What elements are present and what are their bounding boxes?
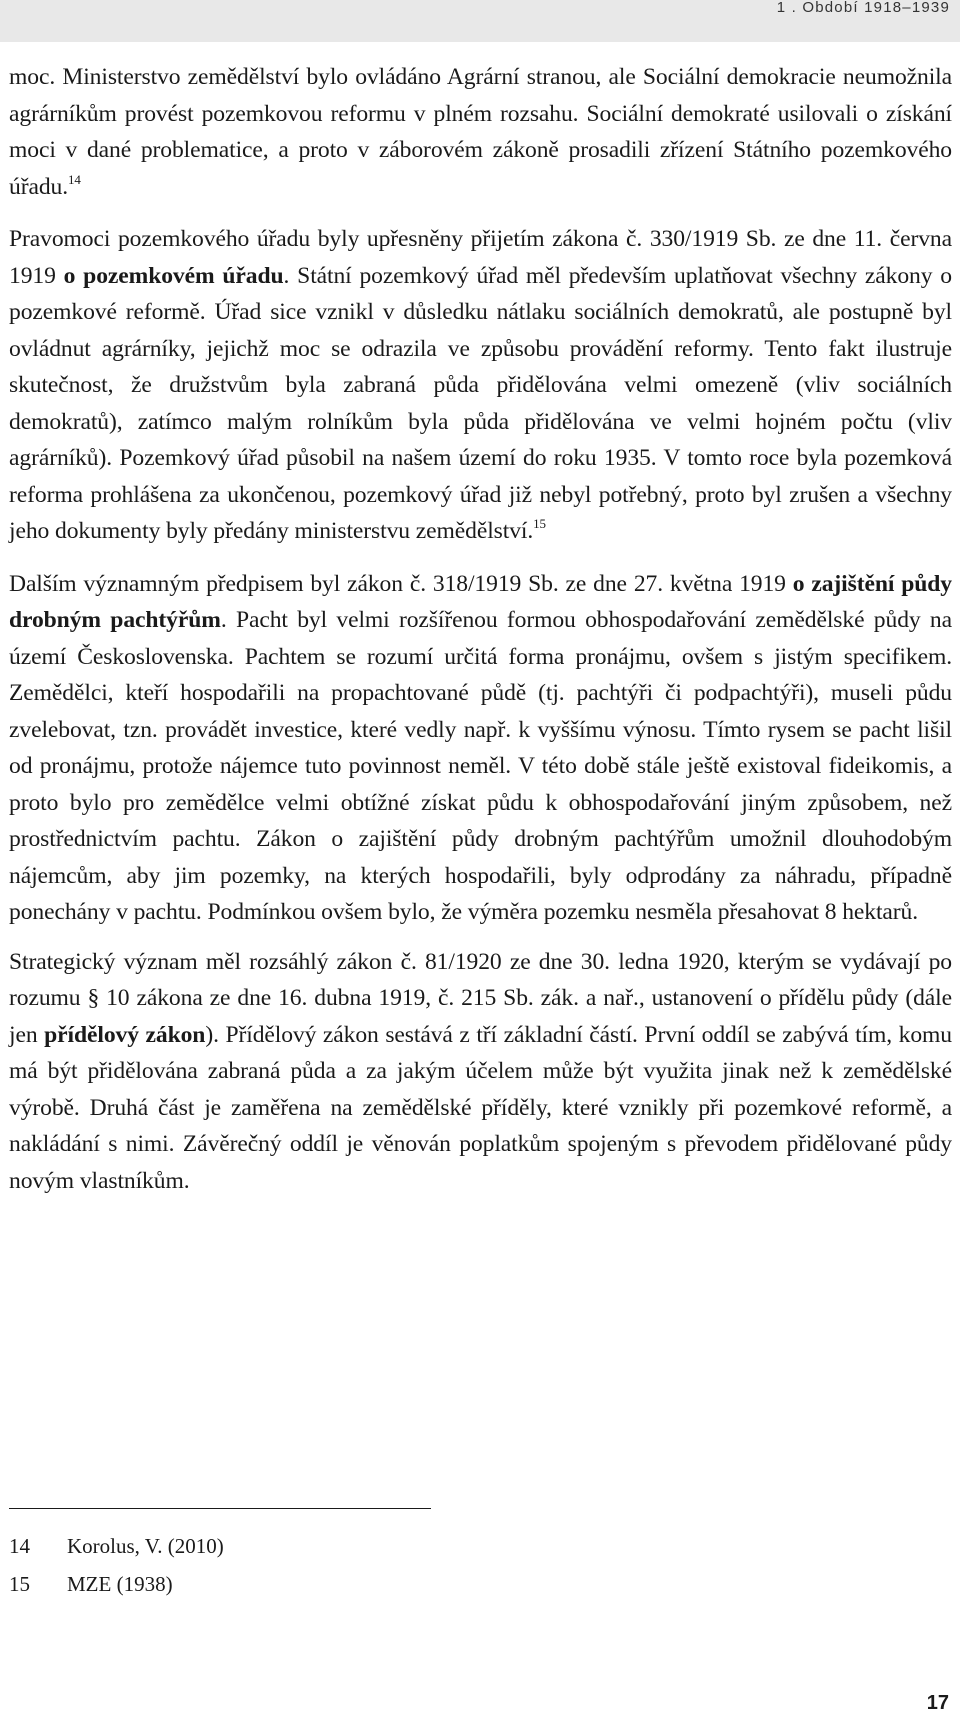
footnote-ref-15[interactable]: 15 [533,516,546,531]
body-text [9,59,952,1212]
paragraph-text: . Státní pozemkový úřad měl především uplatňovat všechny zákony o pozemkové reformě. Úřad sice vznikl v důsledku nátlaku sociálních demokratů, ale postupně byl ovládnut agrárníky, jejichž moc se odrazila ve způsobu provádění reformy. Tento fakt ilustruje skutečnost, že družstvům byla zabraná půda přidělována velmi omezeně (vliv sociálních demokratů), zatímco malým rolníkům byla půda přidělována ve velmi hojném počtu (vliv agrárníků). Pozemkový úřad působil na našem území do roku 1935. V tomto roce byla pozemková reforma prohlášena za ukončenou, pozemkový úřad již nebyl potřebný, proto byl zrušen a všechny jeho dokumenty byly předány ministerstvu zemědělství. [9,262,952,544]
paragraph-text: Dalším významným předpisem byl zákon č. 318/1919 Sb. ze dne 27. května 1919 [9,570,793,597]
paragraph-text: moc. Ministerstvo zemědělství bylo ovládáno Agrární stranou, ale Sociální demokracie neumožnila agrárníkům provést pozemkovou reformu v plném rozsahu. Sociální demokraté usilovali o získání moci v dané problematice, a proto v záborovém zákoně prosadili zřízení Státního pozemkového úřadu. [9,64,952,200]
footnote-item [9,1565,224,1603]
law-title-bold: o zajištění půdy drobným pachtýřům [9,570,952,633]
paragraph-2 [9,221,952,553]
footnote-ref-14[interactable]: 14 [68,171,81,187]
footnote-item [9,1527,224,1565]
paragraph-text: ). Přídělový zákon sestává z tří základní částí. První oddíl se zabývá tím, komu má být přidělována zabraná půda a za jakým účelem může být využita jinak než k zemědělské výrobě. Druhá část je zaměřena na zemědělské příděly, které vznikly při pozemkové reformě, a nakládání s nimi. Závěrečný oddíl je věnován poplatkům spojeným s převodem přidělované půdy novým vlastníkům. [9,1021,952,1194]
page-number: 17 [926,1692,949,1714]
paragraph-text: Pravomoci pozemkového úřadu byly upřesněny přijetím zákona č. 330/1919 Sb. ze dne 11. června 1919 [9,226,952,289]
footnotes [9,1527,224,1603]
law-title-bold: o pozemkovém úřadu [63,262,284,289]
paragraph-4 [9,944,952,1200]
footnote-divider [9,1508,431,1509]
footnote-text: MZE (1938) [67,1572,173,1596]
paragraph-text: Strategický význam měl rozsáhlý zákon č. 81/1920 ze dne 30. ledna 1920, kterým se vydávají po rozumu § 10 zákona ze dne 16. dubna 1919, č. 215 Sb. zák. a nař., ustanovení o přídělu půdy (dále jen [9,948,952,1048]
chapter-title: 1 . Období 1918–1939 [776,0,950,16]
running-header [0,0,960,42]
law-title-bold: přídělový zákon [44,1021,206,1048]
footnote-text: Korolus, V. (2010) [67,1534,224,1558]
paragraph-text: . Pacht byl velmi rozšířenou formou obhospodařování zemědělské půdy na území Československa. Pachtem se rozumí určitá forma pronájmu, ovšem s jistým specifikem. Zemědělci, kteří hospodařili na propachtované půdě (tj. pachtýři či podpachtýři), museli půdu zvelebovat, tzn. provádět investice, které vedly např. k vyššímu výnosu. Tímto rysem se pacht lišil od pronájmu, protože nájemce tuto povinnost neměl. V této době stále ještě existoval fideikomis, a proto bylo pro zemědělce velmi obtížné získat půdu k obhospodařování jiným způsobem, než prostřednictvím pachtu. Zákon o zajištění půdy drobným pachtýřům umožnil dlouhodobým nájemcům, aby jim pozemky, na kterých hospodařili, byly odprodány za náhradu, případně ponechány v pachtu. Podmínkou ovšem bylo, že výměra pozemku nesměla přesahovat 8 hektarů. [9,607,952,925]
footnote-number: 14 [9,1534,30,1558]
paragraph-1 [9,59,952,208]
footnote-number: 15 [9,1572,30,1596]
paragraph-3 [9,566,952,931]
